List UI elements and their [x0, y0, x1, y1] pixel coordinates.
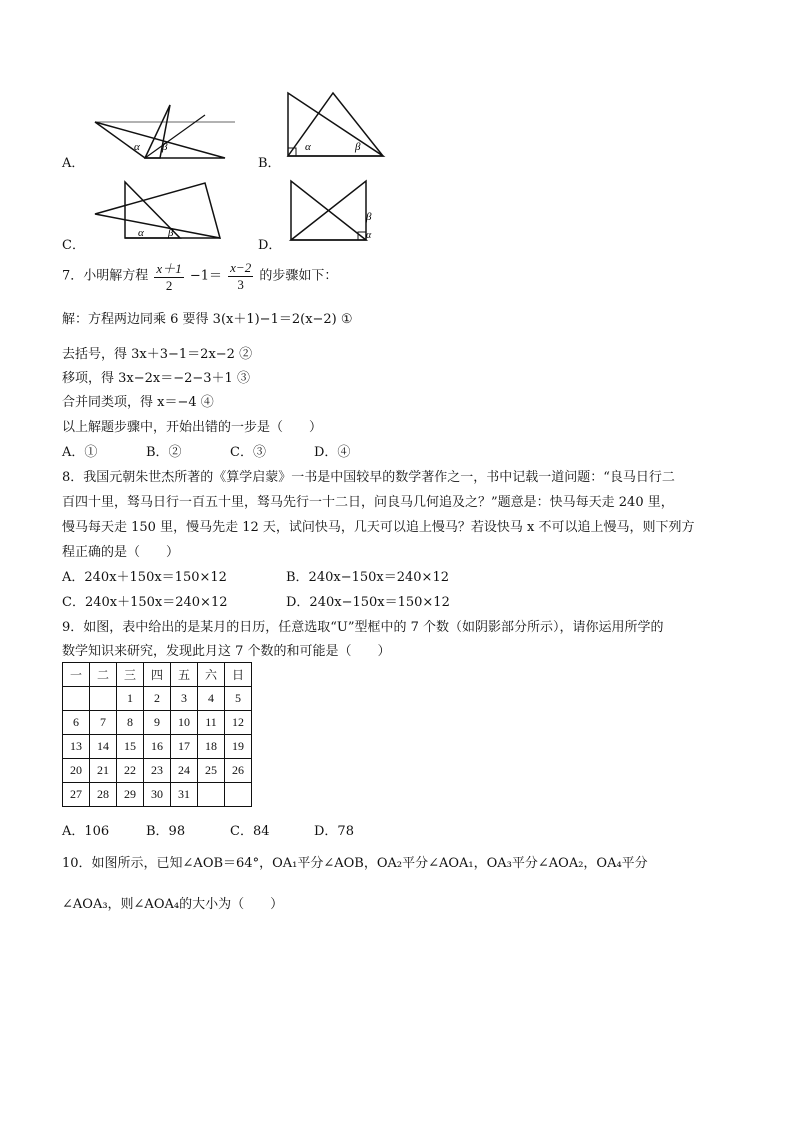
q7-step2: 去括号，得 3x＋3−1＝2x−2 ②	[62, 347, 253, 362]
figure-c-beta: β	[168, 227, 174, 239]
calendar-cell: 30	[144, 783, 171, 807]
figure-option-d-label: D．	[258, 238, 282, 253]
figure-a-beta: β	[162, 141, 168, 153]
calendar-cell: 24	[171, 759, 198, 783]
calendar-cell: 15	[117, 735, 144, 759]
figure-c	[90, 178, 230, 242]
q9-option-c: C．84	[230, 824, 270, 839]
calendar-cell	[198, 783, 225, 807]
figure-a	[90, 100, 240, 162]
calendar-row	[63, 711, 252, 735]
q8-line2: 百四十里，驽马日行一百五十里，驽马先行一十二日，问良马几何追及之？”题意是：快马每天走 240 里，	[62, 495, 674, 510]
calendar-header-cell: 五	[171, 663, 198, 687]
calendar-cell: 13	[63, 735, 90, 759]
q8-option-c: C．240x＋150x＝240×12	[62, 595, 228, 610]
q7-stem: 7．小明解方程	[62, 268, 149, 284]
figure-a-alpha: α	[134, 141, 140, 153]
q8-option-b: B．240x−150x＝240×12	[286, 570, 449, 585]
calendar-cell: 4	[198, 687, 225, 711]
calendar-cell	[90, 687, 117, 711]
calendar-cell: 27	[63, 783, 90, 807]
q9-option-b: B．98	[146, 824, 186, 839]
calendar-row	[63, 687, 252, 711]
calendar-cell: 18	[198, 735, 225, 759]
q7-stem-line	[62, 258, 337, 294]
q8-line1: 8．我国元朝朱世杰所著的《算学启蒙》一书是中国较早的数学著作之一，书中记载一道问题：“良马日行二	[62, 470, 675, 485]
figure-b-alpha: α	[305, 141, 311, 153]
calendar-cell: 12	[225, 711, 252, 735]
figure-option-c-label: C．	[62, 238, 85, 253]
figure-d-beta: β	[366, 211, 372, 223]
q8-line3: 慢马每天走 150 里，慢马先走 12 天，试问快马，几天可以追上慢马？若设快马 x 不可以追上慢马，则下列方	[62, 520, 695, 535]
calendar-cell: 1	[117, 687, 144, 711]
calendar-cell: 31	[171, 783, 198, 807]
q8-option-d: D．240x−150x＝150×12	[286, 595, 450, 610]
calendar-cell: 11	[198, 711, 225, 735]
calendar-cell: 10	[171, 711, 198, 735]
q7-frac1-den: 2	[165, 278, 173, 293]
calendar-cell: 7	[90, 711, 117, 735]
calendar-cell: 14	[90, 735, 117, 759]
calendar-cell	[225, 783, 252, 807]
calendar-cell: 8	[117, 711, 144, 735]
calendar-header-cell: 六	[198, 663, 225, 687]
calendar-cell: 16	[144, 735, 171, 759]
calendar-cell: 23	[144, 759, 171, 783]
calendar-cell: 29	[117, 783, 144, 807]
calendar-cell: 28	[90, 783, 117, 807]
calendar-cell: 2	[144, 687, 171, 711]
q7-step3: 移项，得 3x−2x＝−2−3＋1 ③	[62, 371, 250, 386]
q7-mid: −1＝	[189, 268, 223, 284]
q9-option-a: A．106	[62, 824, 110, 839]
q7-option-a: A．①	[62, 445, 98, 460]
calendar-cell: 6	[63, 711, 90, 735]
calendar-cell: 19	[225, 735, 252, 759]
figure-option-a-label: A．	[62, 156, 85, 171]
q7-option-b: B．②	[146, 445, 182, 460]
calendar-table	[62, 662, 252, 807]
q8-option-a: A．240x＋150x＝150×12	[62, 570, 227, 585]
q7-step4: 合并同类项，得 x＝−4 ④	[62, 395, 214, 410]
q10-line2: ∠AOA₃，则∠AOA₄的大小为（ ）	[62, 897, 284, 912]
calendar-header-cell: 日	[225, 663, 252, 687]
calendar-cell: 9	[144, 711, 171, 735]
q7-tail: 的步骤如下：	[259, 268, 338, 284]
calendar-header-cell: 二	[90, 663, 117, 687]
q8-line4: 程正确的是（ ）	[62, 545, 180, 560]
calendar-cell: 25	[198, 759, 225, 783]
q7-option-d: D．④	[314, 445, 351, 460]
figure-d-alpha: α	[366, 230, 372, 241]
figure-option-b-label: B．	[258, 156, 281, 171]
q7-fraction-2	[228, 260, 253, 293]
q9-line1: 9．如图，表中给出的是某月的日历，任意选取“U”型框中的 7 个数（如阴影部分所示），请你运用所学的	[62, 620, 664, 635]
calendar-header-row	[63, 663, 252, 687]
calendar-cell: 26	[225, 759, 252, 783]
q10-line1: 10．如图所示，已知∠AOB＝64°，OA₁平分∠AOB，OA₂平分∠AOA₁，OA₃平分∠AOA₂，OA₄平分	[62, 856, 648, 871]
q7-frac2-den: 3	[237, 276, 244, 292]
q7-frac2-num: x−2	[230, 259, 252, 275]
calendar-row	[63, 735, 252, 759]
q7-option-c: C．③	[230, 445, 266, 460]
calendar-header-cell: 一	[63, 663, 90, 687]
calendar-cell: 20	[63, 759, 90, 783]
figure-c-alpha: α	[138, 227, 144, 239]
q7-frac1-num: x＋1	[154, 258, 183, 278]
calendar-cell: 3	[171, 687, 198, 711]
q7-fraction-1	[154, 258, 183, 294]
figure-b	[283, 88, 393, 160]
calendar-cell: 21	[90, 759, 117, 783]
calendar-cell	[63, 687, 90, 711]
q7-step1: 解：方程两边同乘 6 要得 3(x＋1)−1＝2(x−2) ①	[62, 312, 353, 327]
calendar-cell: 22	[117, 759, 144, 783]
calendar-header-cell: 三	[117, 663, 144, 687]
calendar-cell: 5	[225, 687, 252, 711]
calendar-cell: 17	[171, 735, 198, 759]
calendar-row	[63, 759, 252, 783]
q9-line2: 数学知识来研究，发现此月这 7 个数的和可能是（ ）	[62, 644, 391, 659]
calendar-header-cell: 四	[144, 663, 171, 687]
q7-question: 以上解题步骤中，开始出错的一步是（ ）	[62, 420, 323, 435]
calendar-row	[63, 783, 252, 807]
q9-option-d: D．78	[314, 824, 354, 839]
figure-b-beta: β	[355, 141, 361, 153]
figure-d	[286, 176, 386, 244]
